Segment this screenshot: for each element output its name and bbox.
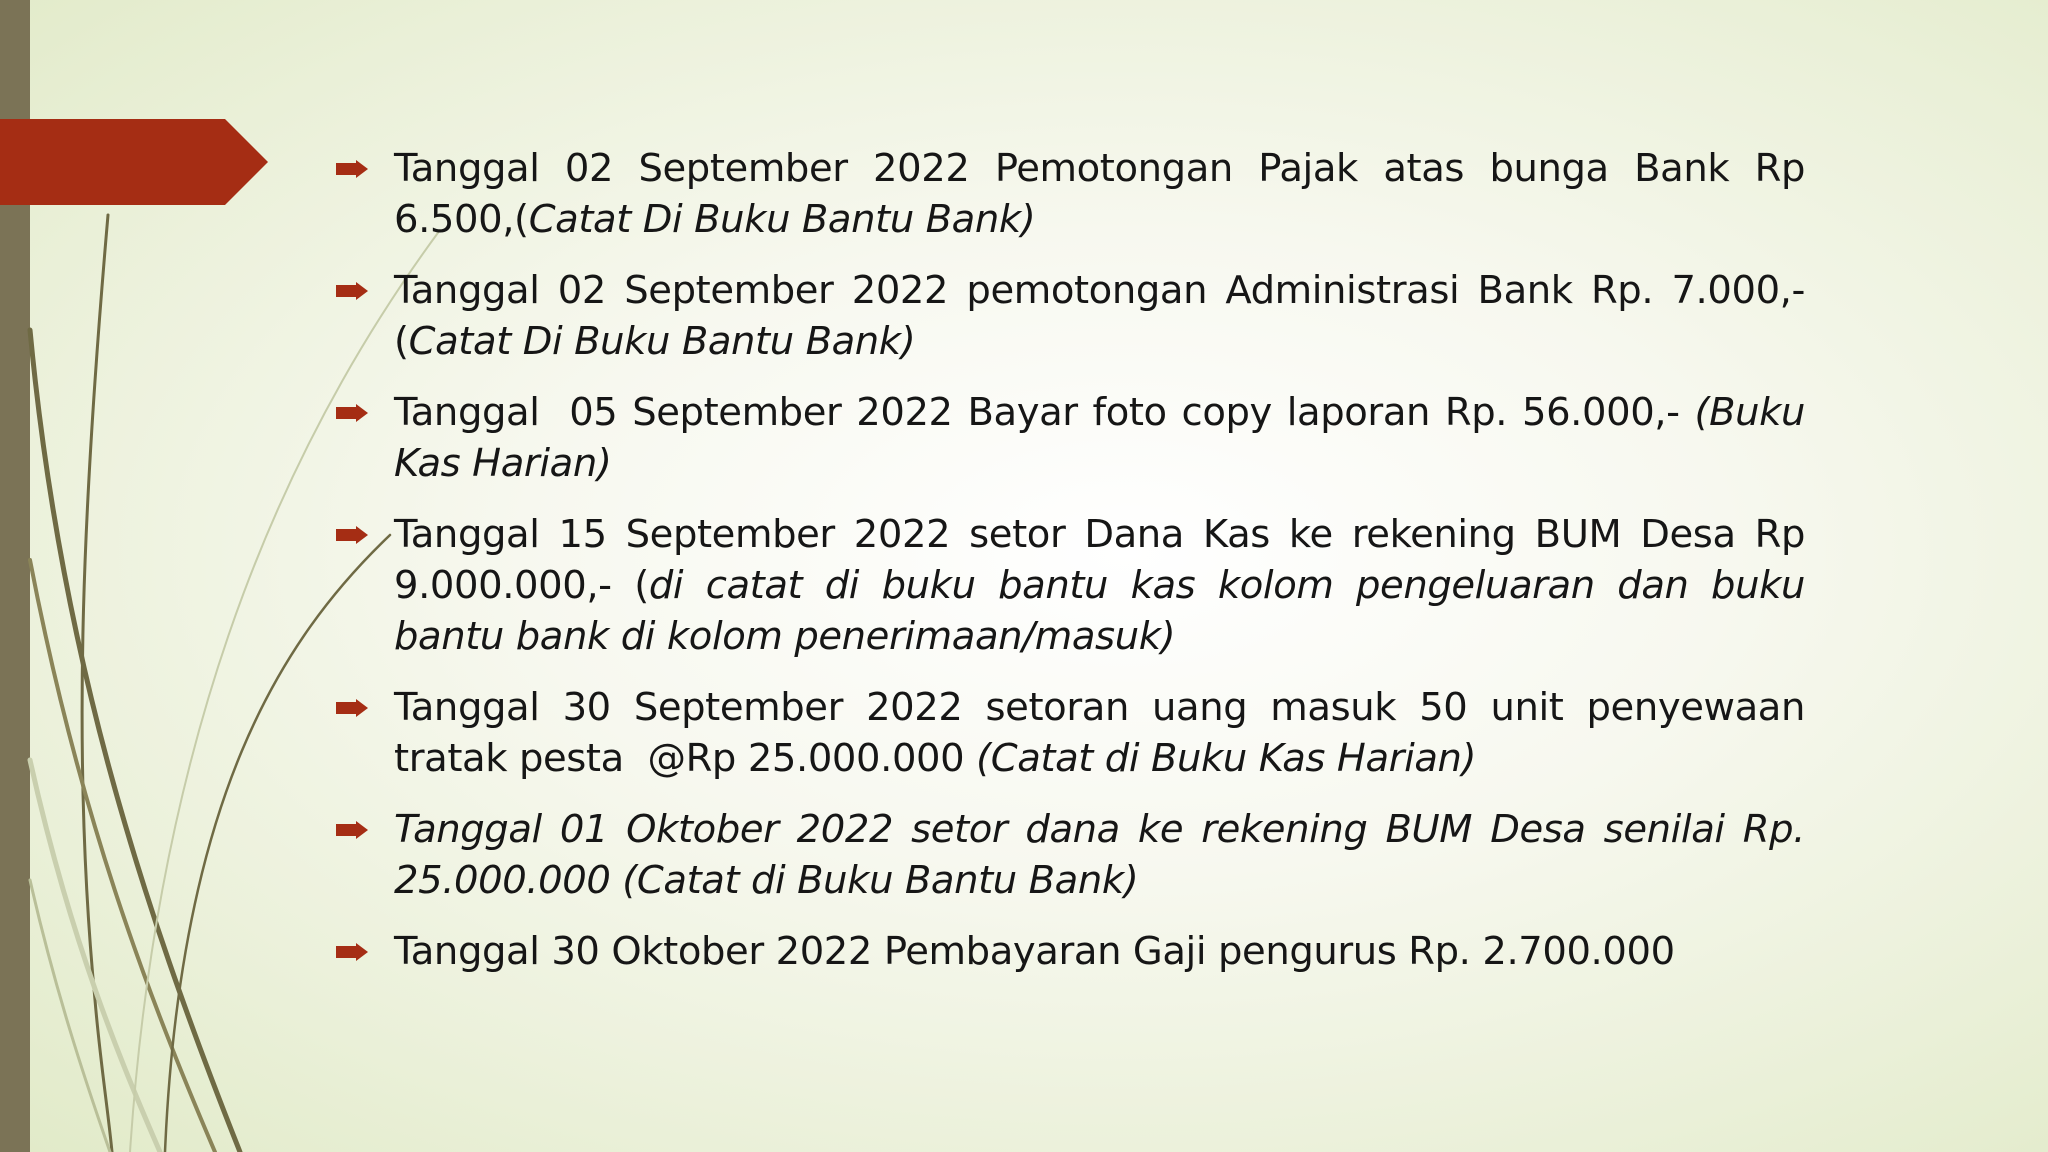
item-text: Tanggal 30 September 2022 setoran uang masuk 50 unit penyewaan tratak pesta @Rp 25.000.000 [394, 685, 1817, 781]
item-text: Tanggal 15 September 2022 setor Dana Kas ke rekening BUM Desa Rp 9.000.000,- ( [394, 512, 1817, 608]
item-text: Tanggal 02 September 2022 Pemotongan Pajak atas bunga Bank Rp 6.500,( [394, 146, 1817, 242]
list-item [330, 509, 1817, 662]
item-note: (Buku Kas Harian) [394, 390, 1817, 486]
right-arrow-bullet-icon [336, 282, 368, 300]
list-item [330, 265, 1817, 367]
item-note: Catat Di Buku Bantu Bank) [408, 319, 916, 364]
item-text: Tanggal 05 September 2022 Bayar foto copy laporan Rp. 56.000,- [394, 390, 1695, 435]
right-arrow-bullet-icon [336, 699, 368, 717]
list-item [330, 387, 1817, 489]
right-arrow-bullet-icon [336, 943, 368, 961]
right-arrow-bullet-icon [336, 404, 368, 422]
right-arrow-bullet-icon [336, 821, 368, 839]
item-text: Tanggal 02 September 2022 pemotongan Administrasi Bank Rp. 7.000,- ( [394, 268, 1817, 364]
right-arrow-bullet-icon [336, 160, 368, 178]
list-item [330, 682, 1817, 784]
list-item [330, 926, 1805, 977]
item-text: Tanggal 30 Oktober 2022 Pembayaran Gaji pengurus Rp. 2.700.000 [394, 929, 1675, 974]
item-note: (Catat di Buku Kas Harian) [976, 736, 1477, 781]
red-arrow-tab [0, 119, 270, 205]
item-note: di catat di buku bantu kas kolom pengeluaran dan buku bantu bank di kolom penerimaan/masuk) [394, 563, 1817, 659]
item-note: Catat Di Buku Bantu Bank) [528, 197, 1036, 242]
list-item [330, 143, 1817, 245]
list-item [330, 804, 1817, 906]
bullet-list [330, 143, 1817, 997]
right-arrow-bullet-icon [336, 526, 368, 544]
item-text: Tanggal 01 Oktober 2022 setor dana ke rekening BUM Desa senilai Rp. 25.000.000 (Catat di Buku Bantu Bank) [394, 807, 1817, 903]
